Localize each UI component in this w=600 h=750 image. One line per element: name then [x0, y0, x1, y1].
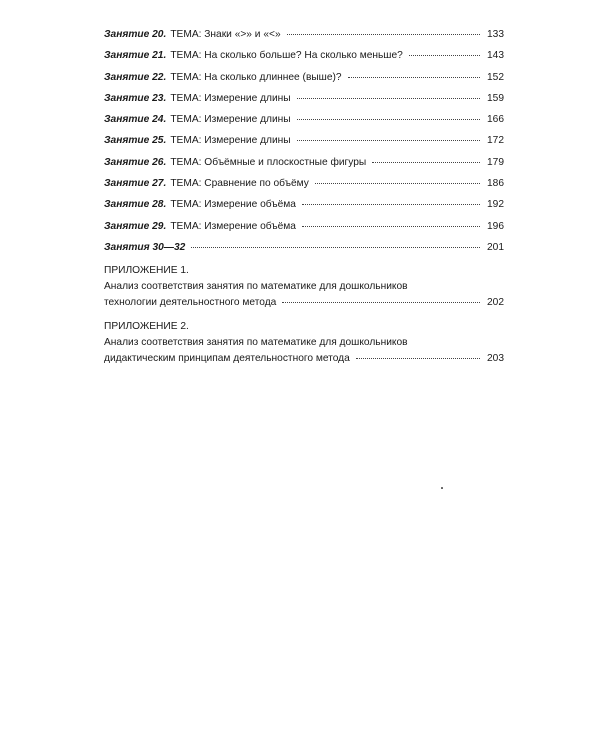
toc-theme-text: ТЕМА: На сколько длиннее (выше)?	[170, 71, 342, 83]
table-of-contents	[104, 28, 504, 368]
toc-page-number: 192	[487, 199, 504, 211]
toc-entry-21	[104, 49, 504, 70]
toc-page-number: 196	[487, 220, 504, 232]
toc-theme-text: ТЕМА: Измерение длины	[170, 92, 291, 104]
toc-lesson-label: Занятие 29.	[104, 220, 167, 232]
toc-theme-text: ТЕМА: Объёмные и плоскостные фигуры	[170, 156, 367, 168]
toc-theme-text: ТЕМА: Знаки «>» и «<»	[170, 29, 281, 40]
dot-leader	[315, 183, 480, 184]
toc-lesson-label: Занятие 23.	[104, 92, 167, 104]
appendix-text: Анализ соответствия занятия по математике для дошкольников	[104, 337, 408, 349]
dot-leader	[356, 358, 480, 359]
dot-leader	[282, 302, 480, 303]
toc-page-number: 133	[487, 29, 504, 40]
appendix-2	[104, 320, 504, 368]
toc-entry-23	[104, 92, 504, 113]
dot-leader	[297, 119, 480, 120]
toc-page-number: 202	[487, 297, 504, 309]
toc-page-number: 179	[487, 156, 504, 168]
toc-page-number: 201	[487, 241, 504, 253]
dot-leader	[302, 204, 480, 205]
toc-lesson-label: Занятие 20.	[104, 29, 167, 40]
toc-theme-text: ТЕМА: На сколько больше? На сколько меньше?	[170, 50, 403, 62]
toc-lesson-label: Занятие 26.	[104, 156, 167, 168]
toc-page-number: 159	[487, 92, 504, 104]
toc-page-number: 143	[487, 50, 504, 62]
dot-leader	[409, 55, 480, 56]
dot-leader	[297, 140, 480, 141]
toc-entry-20	[104, 28, 504, 49]
toc-entry-25	[104, 134, 504, 155]
toc-entry-30-32	[104, 241, 504, 262]
dot-leader	[372, 162, 480, 163]
toc-theme-text: ТЕМА: Измерение длины	[170, 114, 291, 126]
appendix-description-line	[104, 352, 504, 368]
toc-lesson-label: Занятие 21.	[104, 50, 167, 62]
dot-leader	[297, 98, 480, 99]
toc-theme-text: ТЕМА: Измерение объёма	[170, 220, 296, 232]
dot-leader	[191, 247, 480, 248]
appendix-text: Анализ соответствия занятия по математике для дошкольников	[104, 281, 408, 293]
toc-lesson-label: Занятия 30—32	[104, 241, 186, 253]
appendix-title: ПРИЛОЖЕНИЕ 1.	[104, 265, 189, 277]
toc-entry-24	[104, 113, 504, 134]
dot-leader	[348, 77, 480, 78]
toc-lesson-label: Занятие 28.	[104, 199, 167, 211]
toc-page-number: 172	[487, 135, 504, 147]
toc-theme-text: ТЕМА: Измерение объёма	[170, 199, 296, 211]
toc-page-number: 203	[487, 353, 504, 365]
toc-page-number: 152	[487, 71, 504, 83]
toc-theme-text: ТЕМА: Измерение длины	[170, 135, 291, 147]
toc-page-number: 166	[487, 114, 504, 126]
toc-lesson-label: Занятие 24.	[104, 114, 167, 126]
appendix-text: технологии деятельностного метода	[104, 297, 277, 309]
toc-entry-28	[104, 198, 504, 219]
appendix-title: ПРИЛОЖЕНИЕ 2.	[104, 321, 189, 333]
dot-leader	[302, 226, 480, 227]
toc-entry-26	[104, 156, 504, 177]
toc-lesson-label: Занятие 27.	[104, 178, 167, 190]
toc-entry-29	[104, 220, 504, 241]
appendix-text: дидактическим принципам деятельностного метода	[104, 353, 350, 365]
toc-lesson-label: Занятие 25.	[104, 135, 167, 147]
dot-leader	[287, 34, 480, 35]
toc-entry-27	[104, 177, 504, 198]
appendix-description-line	[104, 296, 504, 312]
toc-entry-22	[104, 71, 504, 92]
appendix-1	[104, 264, 504, 312]
print-speck	[441, 487, 443, 489]
toc-theme-text: ТЕМА: Сравнение по объёму	[170, 178, 309, 190]
appendix-description-line	[104, 336, 504, 352]
toc-page-number: 186	[487, 178, 504, 190]
toc-lesson-label: Занятие 22.	[104, 71, 167, 83]
appendix-description-line	[104, 280, 504, 296]
